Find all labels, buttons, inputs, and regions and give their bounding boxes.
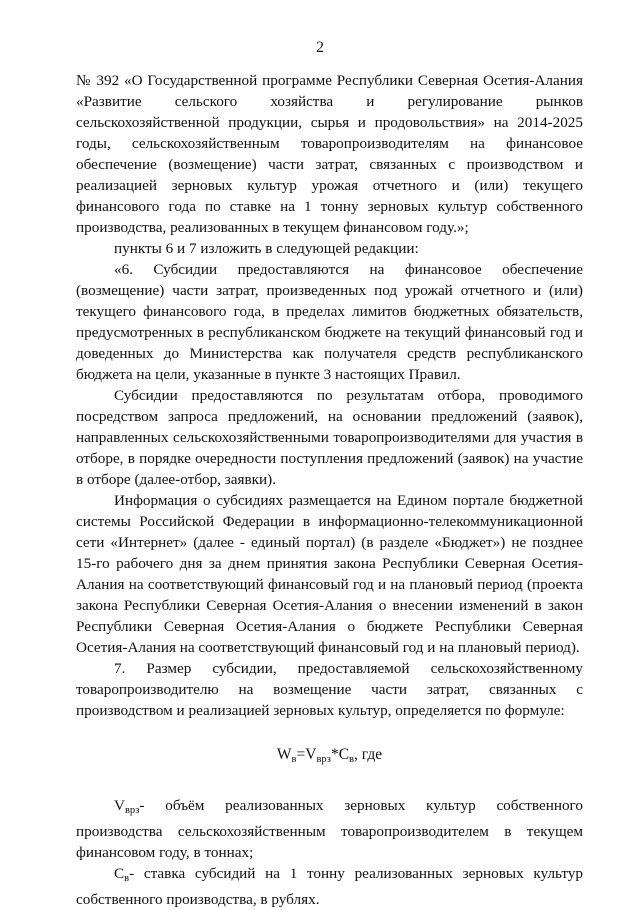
formula-c: C bbox=[338, 746, 350, 763]
subsidy-formula bbox=[76, 744, 583, 770]
document-body bbox=[76, 70, 583, 910]
definition-v bbox=[76, 795, 583, 863]
definition-c-text: - ставка субсидий на 1 тонну реализованных зерновых культур собственного производства, в рублях. bbox=[76, 865, 583, 908]
formula-c-subscript: в bbox=[349, 754, 354, 765]
definition-c-subscript: в bbox=[124, 873, 130, 884]
point-6-paragraph-3: Информация о субсидиях размещается на Едином портале бюджетной системы Российской Федерации в информационно-телекоммуникационной сети «Интернет» (далее - единый портал) (в разделе «Бюджет») не позднее 15-го рабочего дня за днем принятия закона Республики Северная Осетия-Алания на соответствующий финансовый год и на плановый период (проекта закона Республики Северная Осетия-Алания о внесении изменений в закон Республики Северная Осетия-Алания о бюджете Республики Северная Осетия-Алания на соответствующий финансовый год и на плановый период). bbox=[76, 492, 583, 656]
point-7-paragraph: 7. Размер субсидии, предоставляемой сельскохозяйственному товаропроизводителю на возмещение части затрат, связанных с производством и реализацией зерновых культур, определяется по формуле: bbox=[76, 660, 583, 719]
formula-multiply: * bbox=[330, 746, 339, 763]
formula-tail: , где bbox=[354, 746, 383, 763]
formula-v-subscript: врз bbox=[316, 754, 331, 765]
definition-c-symbol: C bbox=[114, 865, 125, 882]
formula-w-subscript: в bbox=[291, 754, 297, 765]
formula-w: W bbox=[276, 746, 292, 763]
amendment-instruction: пункты 6 и 7 изложить в следующей редакции: bbox=[114, 240, 419, 257]
definition-c bbox=[76, 863, 583, 910]
page-number: 2 bbox=[316, 39, 324, 56]
point-6-paragraph-2: Субсидии предоставляются по результатам отбора, проводимого посредством запроса предложений, на основании предложений (заявок), направленных сельскохозяйственными товаропроизводителями для участия в отборе, в порядке очередности поступления предложений (заявок) на участие в отборе (далее-отбор, заявки). bbox=[76, 387, 583, 488]
definition-v-subscript: врз bbox=[124, 805, 140, 816]
formula-equals: = bbox=[296, 746, 306, 763]
intro-paragraph: № 392 «О Государственной программе Республики Северная Осетия-Алания «Развитие сельского хозяйства и регулирование рынков сельскохозяйственной продукции, сырья и продовольствия» на 2014-2025 годы, сельскохозяйственным товаропроизводителям на финансовое обеспечение (возмещение) части затрат, связанных с производством и реализацией зерновых культур урожая отчетного и (или) текущего финансового года по ставке на 1 тонну зерновых культур собственного производства, реализованных в текущем финансовом году.»; bbox=[76, 72, 583, 236]
point-6-paragraph-1: «6. Субсидии предоставляются на финансовое обеспечение (возмещение) части затрат, произведенных под урожай отчетного и (или) текущего финансового года, в пределах лимитов бюджетных обязательств, предусмотренных в республиканском бюджете на текущий финансовый год и доведенных до Министерства как получателя средств республиканского бюджета на цели, указанные в пункте 3 настоящих Правил. bbox=[76, 261, 583, 383]
formula-v: V bbox=[305, 746, 317, 763]
definition-v-text: - объём реализованных зерновых культур собственного производства сельскохозяйственным товаропроизводителем в текущем финансовом году, в тоннах; bbox=[76, 797, 583, 861]
definition-v-symbol: V bbox=[114, 797, 125, 814]
